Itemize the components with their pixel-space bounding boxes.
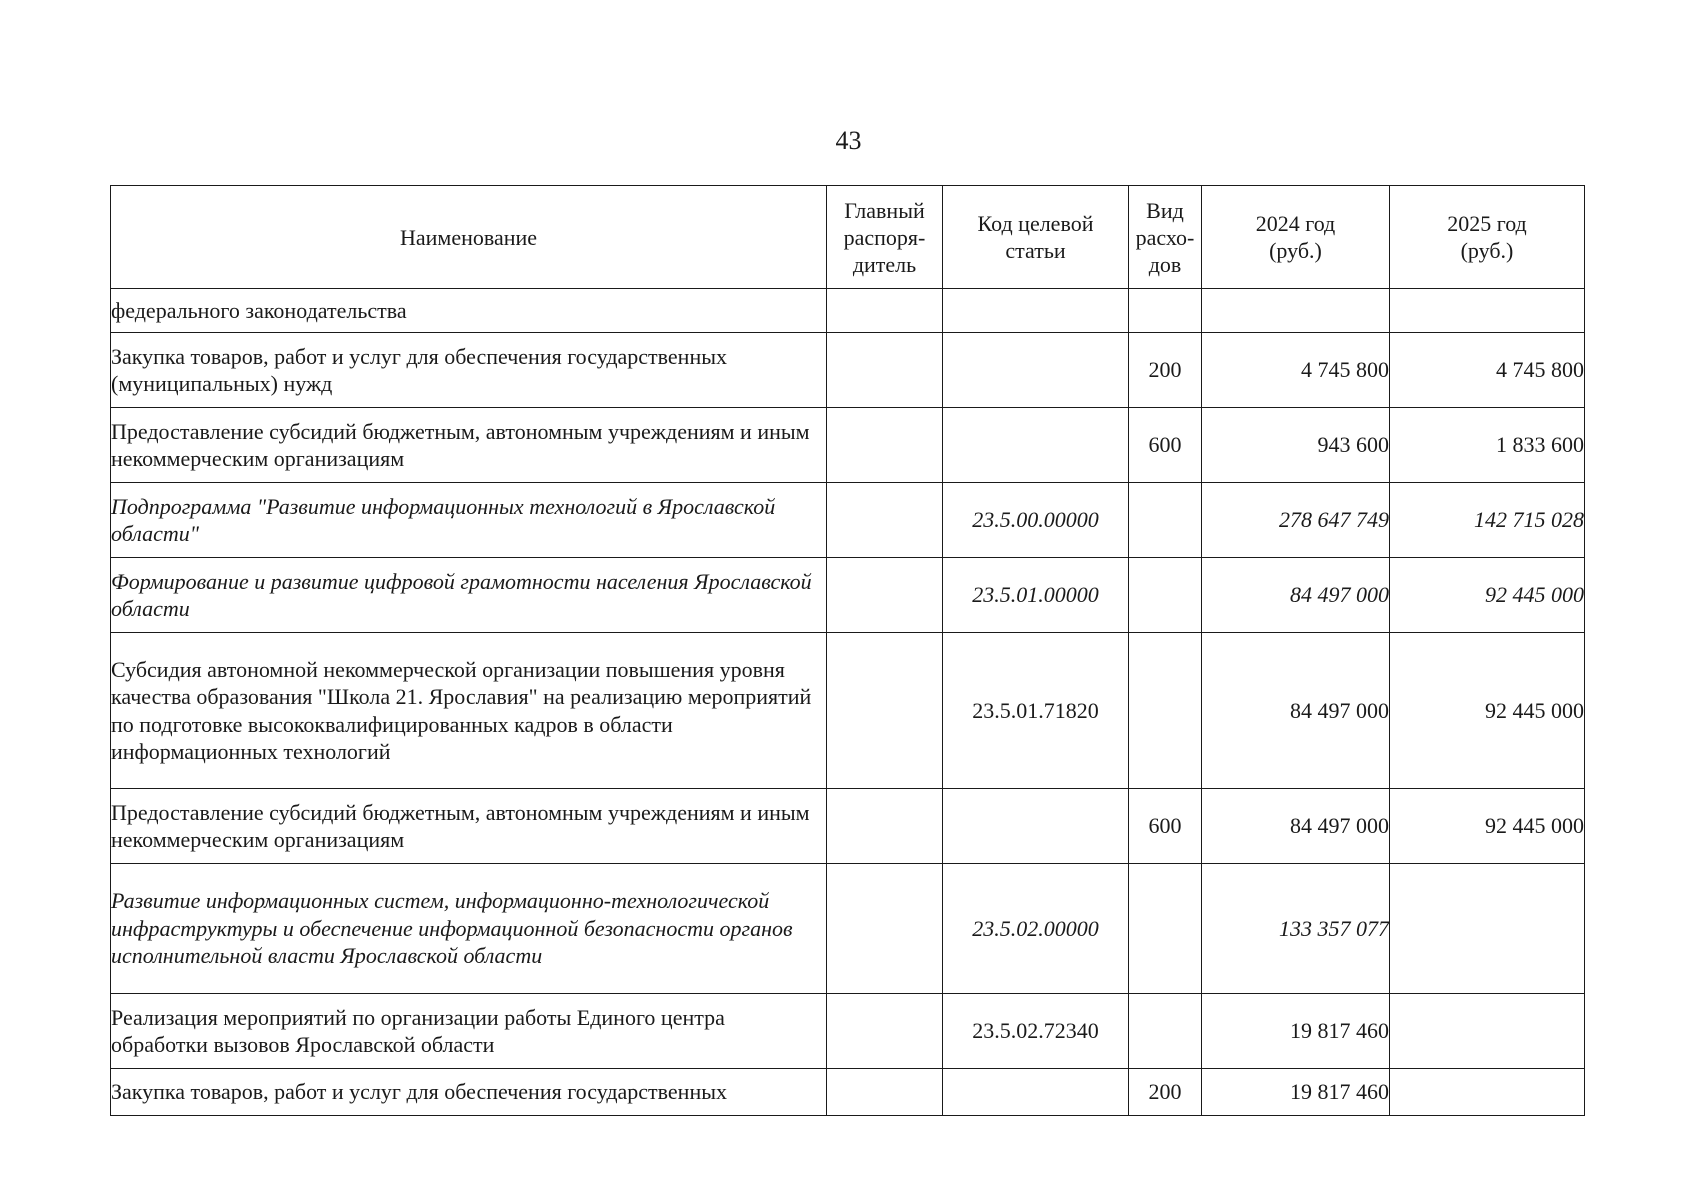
row-expense-type: 600 (1129, 408, 1202, 483)
row-name: Закупка товаров, работ и услуг для обеспечения государственных (муниципальных) нужд (111, 333, 827, 408)
row-amount-2024: 84 497 000 (1202, 633, 1390, 789)
row-amount-2025: 142 715 028 (1390, 483, 1585, 558)
table-row (111, 1069, 1585, 1116)
row-target-code: 23.5.01.00000 (943, 558, 1129, 633)
row-manager (827, 1069, 943, 1116)
header-target-code-text: Код целевой статьи (977, 211, 1094, 263)
row-target-code: 23.5.01.71820 (943, 633, 1129, 789)
table-row (111, 289, 1585, 333)
header-year-2025 (1390, 186, 1585, 289)
header-expense-type (1129, 186, 1202, 289)
row-manager (827, 483, 943, 558)
row-expense-type: 600 (1129, 789, 1202, 864)
row-name: Развитие информационных систем, информационно-технологической инфраструктуры и обеспечение информационной безопасности органов исполнительной власти Ярославской области (111, 864, 827, 994)
row-manager (827, 408, 943, 483)
row-amount-2024: 943 600 (1202, 408, 1390, 483)
row-amount-2024: 84 497 000 (1202, 558, 1390, 633)
row-amount-2024: 19 817 460 (1202, 994, 1390, 1069)
row-amount-2025: 1 833 600 (1390, 408, 1585, 483)
row-target-code: 23.5.02.72340 (943, 994, 1129, 1069)
row-amount-2024: 133 357 077 (1202, 864, 1390, 994)
row-target-code: 23.5.02.00000 (943, 864, 1129, 994)
row-name: Предоставление субсидий бюджетным, автономным учреждениям и иным некоммерческим организациям (111, 789, 827, 864)
row-expense-type: 200 (1129, 333, 1202, 408)
row-manager (827, 633, 943, 789)
row-manager (827, 864, 943, 994)
table-row (111, 994, 1585, 1069)
row-expense-type (1129, 558, 1202, 633)
table-row (111, 483, 1585, 558)
row-amount-2025 (1390, 864, 1585, 994)
row-manager (827, 289, 943, 333)
header-manager-text: Главный распоря-дитель (843, 197, 926, 277)
row-name: Формирование и развитие цифровой грамотности населения Ярославской области (111, 558, 827, 633)
row-name: Реализация мероприятий по организации работы Единого центра обработки вызовов Ярославской области (111, 994, 827, 1069)
table-row (111, 558, 1585, 633)
row-amount-2024: 84 497 000 (1202, 789, 1390, 864)
row-amount-2024: 278 647 749 (1202, 483, 1390, 558)
header-year-2024-text: 2024 год (руб.) (1255, 211, 1336, 263)
table-row (111, 864, 1585, 994)
row-amount-2024: 19 817 460 (1202, 1069, 1390, 1116)
header-year-2024 (1202, 186, 1390, 289)
row-target-code (943, 289, 1129, 333)
row-amount-2025: 92 445 000 (1390, 789, 1585, 864)
row-target-code (943, 408, 1129, 483)
row-name: Субсидия автономной некоммерческой организации повышения уровня качества образования "Школа 21. Ярославия" на реализацию мероприятий по подготовке высококвалифицированных кадров в области информационных технологий (111, 633, 827, 789)
table-row (111, 789, 1585, 864)
table-row (111, 333, 1585, 408)
page-number: 43 (835, 126, 862, 155)
row-expense-type: 200 (1129, 1069, 1202, 1116)
header-expense-type-text: Вид расхо-дов (1135, 197, 1195, 277)
row-manager (827, 994, 943, 1069)
header-name: Наименование (111, 186, 827, 289)
row-target-code (943, 789, 1129, 864)
row-target-code (943, 1069, 1129, 1116)
row-name: федерального законодательства (111, 289, 827, 333)
budget-table (110, 185, 1585, 1116)
header-year-2025-text: 2025 год (руб.) (1447, 211, 1527, 263)
row-amount-2025: 4 745 800 (1390, 333, 1585, 408)
row-amount-2024 (1202, 289, 1390, 333)
row-name: Подпрограмма "Развитие информационных технологий в Ярославской области" (111, 483, 827, 558)
row-expense-type (1129, 633, 1202, 789)
row-expense-type (1129, 289, 1202, 333)
row-amount-2025: 92 445 000 (1390, 633, 1585, 789)
table-header-row (111, 186, 1585, 289)
row-name: Закупка товаров, работ и услуг для обеспечения государственных (111, 1069, 827, 1116)
row-target-code (943, 333, 1129, 408)
row-manager (827, 558, 943, 633)
row-manager (827, 333, 943, 408)
row-amount-2025 (1390, 289, 1585, 333)
header-target-code (943, 186, 1129, 289)
row-amount-2025 (1390, 1069, 1585, 1116)
table-row (111, 408, 1585, 483)
row-expense-type (1129, 994, 1202, 1069)
table-row (111, 633, 1585, 789)
row-amount-2025 (1390, 994, 1585, 1069)
row-name: Предоставление субсидий бюджетным, автономным учреждениям и иным некоммерческим организациям (111, 408, 827, 483)
header-manager (827, 186, 943, 289)
row-expense-type (1129, 483, 1202, 558)
row-expense-type (1129, 864, 1202, 994)
row-amount-2024: 4 745 800 (1202, 333, 1390, 408)
row-target-code: 23.5.00.00000 (943, 483, 1129, 558)
row-manager (827, 789, 943, 864)
row-amount-2025: 92 445 000 (1390, 558, 1585, 633)
